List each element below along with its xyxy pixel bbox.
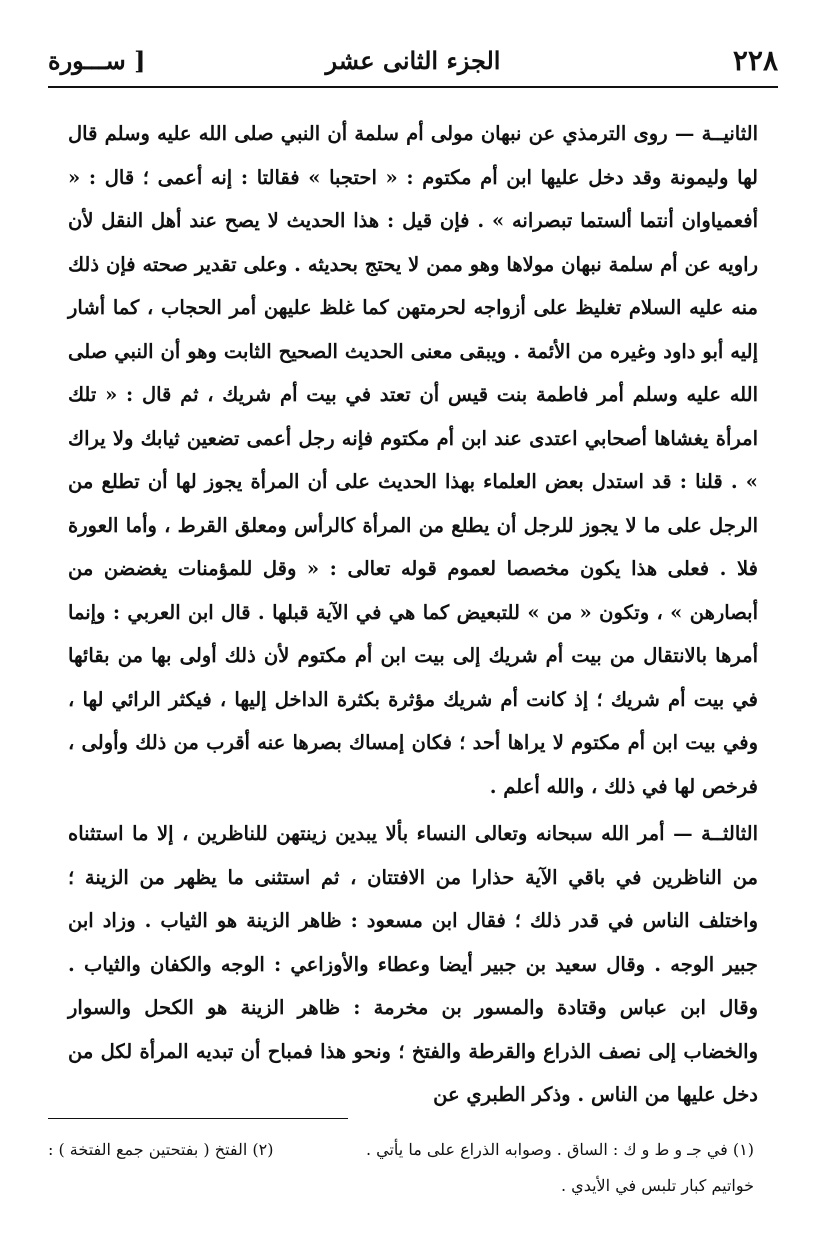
page-number: ٢٢٨: [732, 44, 778, 77]
paragraph-lead: الثانيــة —: [674, 122, 758, 145]
footnote-row: [48, 1132, 754, 1168]
part-title: الجزء الثانى عشر: [325, 46, 501, 75]
paragraph-text: روى الترمذي عن نبهان مولى أم سلمة أن النبي صلى الله عليه وسلم قال لها وليمونة وقد دخل عليها ابن أم مكتوم : « احتجبا » فقالتا : إنه أعمى ؛ قال : « أفعمياوان أنتما ألستما تبصرانه » . فإن قيل : هذا الحديث لا يصح عند أهل النقل لأن راويه عن أم سلمة نبهان مولاها وهو ممن لا يحتج بحديثه . وعلى تقدير صحته فإن ذلك منه عليه السلام تغليظ على أزواجه لحرمتهن كما غلظ عليهن أمر الحجاب ، كما أشار إليه أبو داود وغيره من الأئمة . ويبقى معنى الحديث الصحيح الثابت وهو أن النبي صلى الله عليه وسلم أمر فاطمة بنت قيس أن تعتد في بيت أم شريك ، ثم قال : « تلك امرأة يغشاها أصحابي اعتدى عند ابن أم مكتوم فإنه رجل أعمى تضعين ثيابك ولا يراك » . قلنا : قد استدل بعض العلماء بهذا الحديث على أن المرأة يجوز لها أن تطلع من الرجل على ما لا يجوز للرجل أن يطلع من المرأة كالرأس ومعلق القرط ، وأما العورة فلا . فعلى هذا يكون مخصصا لعموم قوله تعالى : « وقل للمؤمنات يغضضن من أبصارهن » ، وتكون « من » للتبعيض كما هي في الآية قبلها . قال ابن العربي : وإنما أمرها بالانتقال من بيت أم شريك إلى بيت ابن أم مكتوم لأن ذلك أولى بها من بقائها في بيت أم شريك ؛ إذ كانت أم شريك مؤثرة بكثرة الداخل إليها ، فيكثر الرائي لها ، وفي بيت ابن أم مكتوم لا يراها أحد ؛ فكان إمساك بصرها عنه أقرب من ذلك وأولى ، فرخص لها في ذلك ، والله أعلم .: [68, 122, 758, 798]
paragraph-third-issue: [68, 812, 758, 1117]
footnotes: [48, 1132, 754, 1204]
paragraph-lead: الثالثــة —: [673, 822, 758, 845]
paragraph-text: أمر الله سبحانه وتعالى النساء بألا يبدين زينتهن للناظرين ، إلا ما استثناه من الناظرين في باقي الآية حذارا من الافتتان ، ثم استثنى ما يظهر من الزينة ؛ واختلف الناس في قدر ذلك ؛ فقال ابن مسعود : ظاهر الزينة هو الثياب . وزاد ابن جبير الوجه . وقال سعيد بن جبير أيضا وعطاء والأوزاعي : الوجه والكفان والثياب . وقال ابن عباس وقتادة والمسور بن مخرمة : ظاهر الزينة هو الكحل والسوار والخضاب إلى نصف الذراع والقرطة والفتخ ؛ ونحو هذا فمباح أن تبديه المرأة لكل من دخل عليها من الناس . وذكر الطبري عن: [68, 822, 758, 1106]
paragraph-second-issue: [68, 112, 758, 808]
sura-label: [ ســـورة: [48, 46, 146, 75]
footnote-1: (١) في جـ و ط و ك : الساق . وصوابه الذراع على ما يأتي .: [365, 1140, 754, 1159]
footnote-divider: [48, 1118, 348, 1119]
footnote-2-start: (٢) الفتخ ( بفتحتين جمع الفتخة ) :: [48, 1140, 274, 1159]
main-text: [68, 112, 758, 1117]
page-header: [48, 40, 778, 88]
footnote-2-end: خواتيم كبار تلبس في الأيدي .: [561, 1176, 754, 1195]
